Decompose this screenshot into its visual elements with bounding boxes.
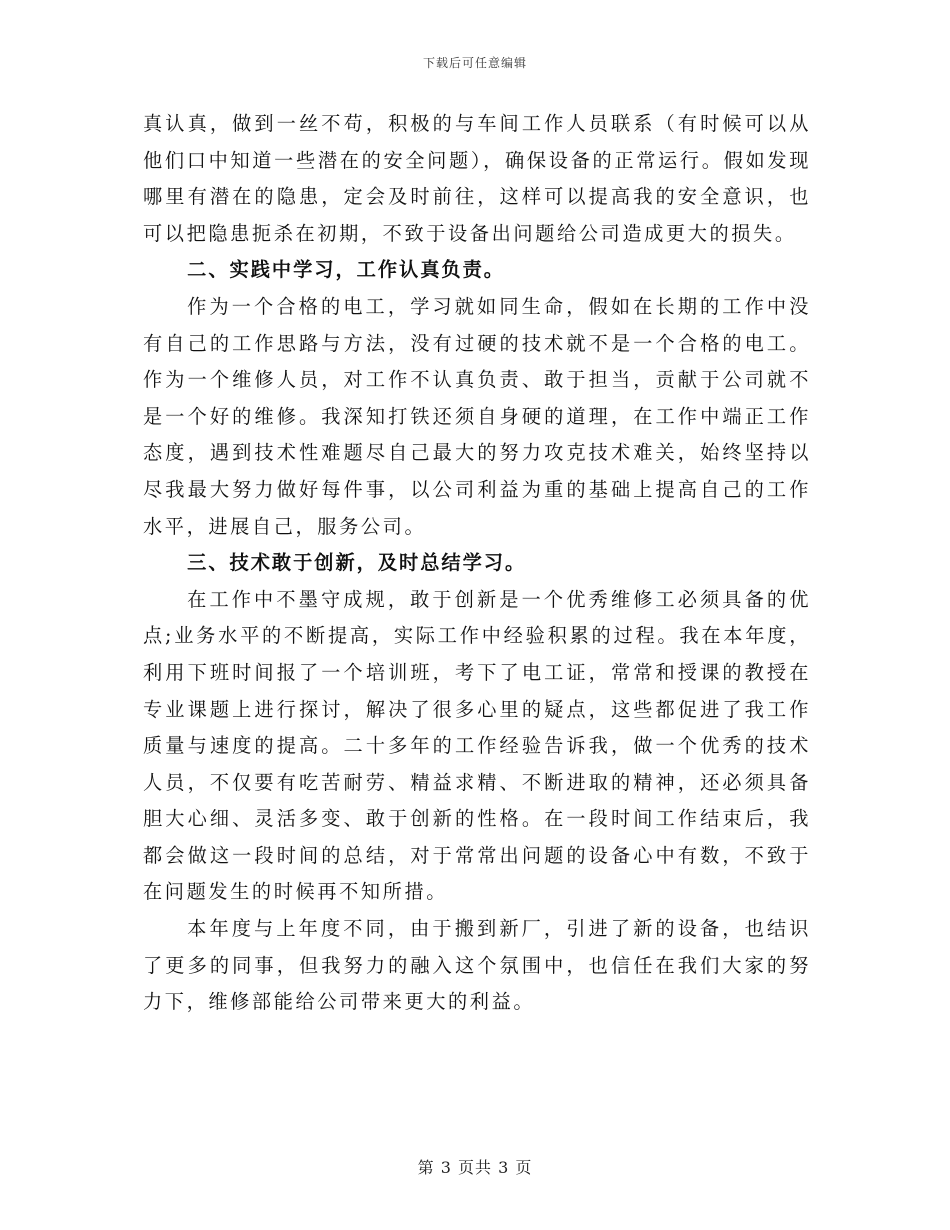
paragraph-section-3: 在工作中不墨守成规，敢于创新是一个优秀维修工必须具备的优点;业务水平的不断提高，实际工作中经验积累的过程。我在本年度，利用下班时间报了一个培训班，考下了电工证，常常和授课的教授在专业课题上进行探讨，解决了很多心里的疑点，这些都促进了我工作质量与速度的提高。二十多年的工作经验告诉我，做一个优秀的技术人员，不仅要有吃苦耐劳、精益求精、不断进取的精神，还必须具备胆大心细、灵活多变、敢于创新的性格。在一段时间工作结束后，我都会做这一段时间的总结，对于常常出问题的设备心中有数，不致于在问题发生的时候再不知所措。	[143, 587, 811, 904]
section-heading-3: 三、技术敢于创新，及时总结学习。	[187, 551, 527, 575]
section-heading-2: 二、实践中学习，工作认真负责。	[187, 258, 505, 282]
paragraph-section-2: 作为一个合格的电工，学习就如同生命，假如在长期的工作中没有自己的工作思路与方法，没有过硬的技术就不是一个合格的电工。作为一个维修人员，对工作不认真负责、敢于担当，贡献于公司就不是一个好的维修。我深知打铁还须自身硬的道理，在工作中端正工作态度，遇到技术性难题尽自己最大的努力攻克技术难关，始终坚持以尽我最大努力做好每件事，以公司利益为重的基础上提高自己的工作水平，进展自己，服务公司。	[143, 294, 811, 538]
page-number: 第 3 页共 3 页	[417, 1158, 533, 1177]
paragraph-conclusion: 本年度与上年度不同，由于搬到新厂，引进了新的设备，也结识了更多的同事，但我努力的融入这个氛围中，也信任在我们大家的努力下，维修部能给公司带来更大的利益。	[143, 917, 811, 1014]
document-body	[143, 106, 811, 1021]
paragraph-continuation: 真认真，做到一丝不苟，积极的与车间工作人员联系（有时候可以从他们口中知道一些潜在的安全问题），确保设备的正常运行。假如发现哪里有潜在的隐患，定会及时前往，这样可以提高我的安全意识，也可以把隐患扼杀在初期，不致于设备出问题给公司造成更大的损失。	[143, 112, 811, 245]
page-header: 下载后可任意编辑	[422, 56, 527, 70]
